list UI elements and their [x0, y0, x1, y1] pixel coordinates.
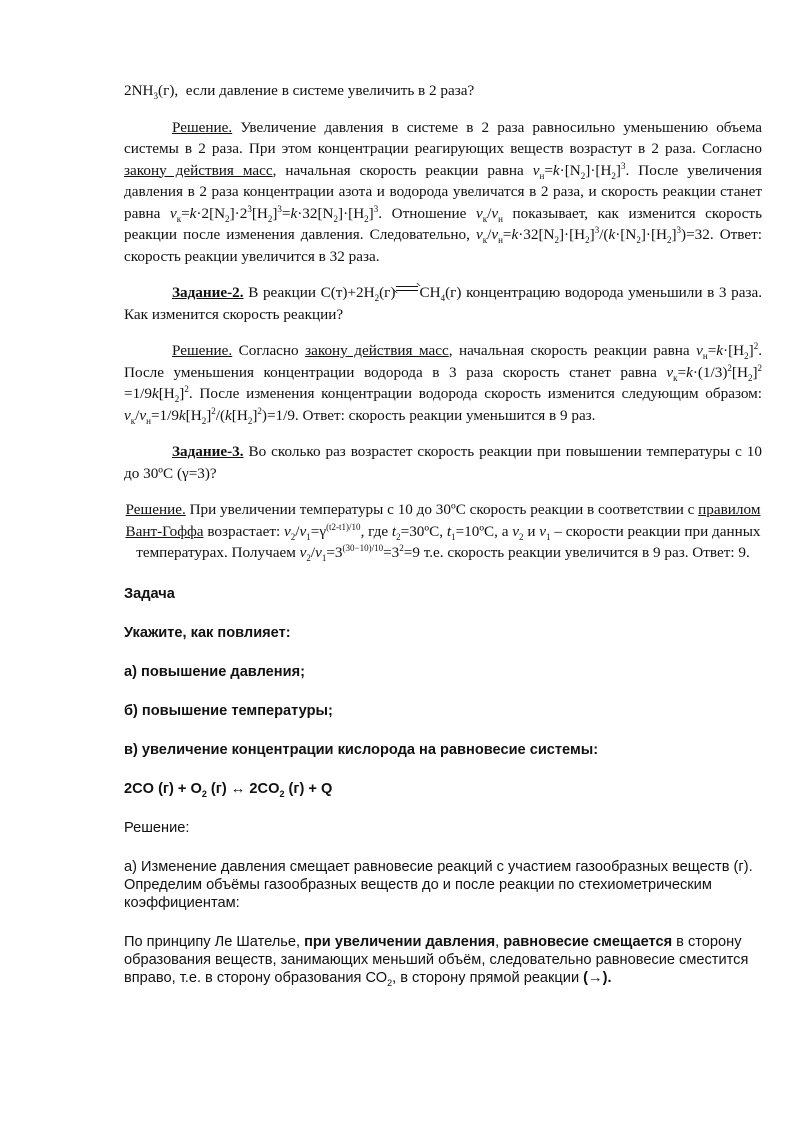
problem-prompt: Укажите, как повлияет:	[124, 624, 291, 641]
problem-item-a: а) повышение давления;	[124, 663, 305, 680]
task-3: Задание-3. Во сколько раз возрастет скорость реакции при повышении температуры с 10 до 30ºС (γ=3)?	[124, 443, 762, 482]
law-link: закону действия масс	[124, 161, 273, 179]
vant-hoff-link: правилом Вант-Гоффа	[125, 501, 761, 540]
document-page	[124, 80, 762, 987]
task-label: Задание-3.	[172, 443, 244, 460]
reaction-equation: 2CO $(г) + O_2$ (г) ↔ $2CO_2$ (г) + Q	[124, 780, 333, 799]
solution-label: Решение.	[172, 118, 233, 136]
problem-item-b: б) повышение температуры;	[124, 702, 333, 719]
problem-title: Задача	[124, 585, 175, 602]
solution-paragraph-1: а) Изменение давления смещает равновесие реакций с участием газообразных веществ (г). Определим объёмы газообразных веществ до и после реакции по стехиометрическим коэффициентам:	[124, 858, 753, 911]
solution-2: Решение. Согласно закону действия масс, начальная скорость реакции равна $v_н=k\cdot[H_2]^2$. После уменьшения концентрации водорода в 3 раза скорость станет равна $v_к=k\cdot(1/3)^2[H_2]^2 =1/9k[H_2]^2$. После изменения концентрации водорода скорость изменится следующим образом: $v_к/v_н=1/9k[H_2]^2/(k[H_2]^2)=1/9$. Ответ: скорость реакции уменьшится в 9 раз.	[124, 340, 762, 426]
solution-label: Решение.	[125, 501, 186, 518]
top-line: $2NH_3(г)$, если давление в системе увеличить в 2 раза?	[124, 82, 475, 102]
solution-3: Решение. При увеличении температуры с 10 до 30ºС скорость реакции в соответствии с правилом Вант-Гоффа возрастает: $v_2/v_1=\gamma^{(t2-t1)/10}$, где $t_2=30ºС$, $t_1=10ºС$, а $v_2$ и $v_1$ – скорости реакции при данных температурах. Получаем $v_2/v_1=3^{(30-10)/10}=3^2=9$ т.е. скорость реакции увеличится в 9 раз. Ответ: 9.	[125, 501, 761, 564]
task-label: Задание-2.	[172, 284, 244, 301]
law-link: закону действия масс	[305, 342, 449, 359]
task-2: Задание-2. В реакции $С(т)+2H_2(г)$ $CH_4(г)$ концентрацию водорода уменьшили в 3 раза. Как изменится скорость реакции?	[124, 284, 763, 323]
solution-1: Решение. Увеличение давления в системе в 2 раза равносильно уменьшению объема системы в 2 раза. При этом концентрации реагирующих веществ возрастут в 2 раза. Согласно закону действия масс, начальная скорость реакции равна $v_н=k\cdot[N_2]\cdot[H_2]^3$. После увеличения давления в 2 раза концентрации азота и водорода увеличатся в 2 раза, и скорость реакции станет равна $v_к=k\cdot 2[N_2]\cdot 2^3[H_2]^3=k\cdot 32[N_2]\cdot[H_2]^3$. Отношение $v_к/v_н$ показывает, как изменится скорость реакции после изменения давления. Следовательно, $v_к/v_н=k\cdot 32[N_2]\cdot[H_2]^3/(k\cdot[N_2]\cdot[H_2]^3)=32$. Ответ: скорость реакции увеличится в 32 раза.	[124, 118, 762, 265]
problem-item-c: в) увеличение концентрации кислорода на равновесие системы:	[124, 741, 599, 758]
equilibrium-arrow-icon	[395, 283, 419, 295]
solution-label: Решение.	[172, 342, 233, 359]
solution-heading: Решение:	[124, 819, 190, 836]
solution-paragraph-2: По принципу Ле Шателье, при увеличении давления, равновесие смещается в сторону образования веществ, занимающих меньший объём, следовательно равновесие сместится вправо, т.е. в сторону образования $СО_2$, в сторону прямой реакции (→).	[124, 933, 749, 988]
